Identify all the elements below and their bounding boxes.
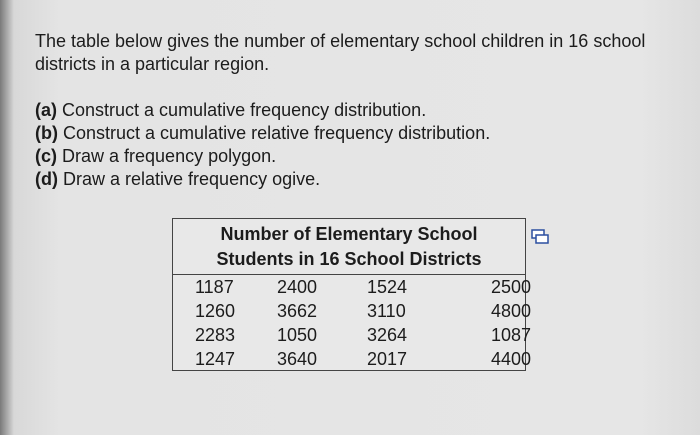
table-cell: 2400 [277,277,318,297]
table-cell: 1050 [277,325,318,345]
table-body [173,275,531,371]
data-table [172,218,531,371]
part-a: (a) Construct a cumulative frequency distribution. [35,100,427,120]
table-cell: 3264 [367,325,408,345]
part-d: (d) Draw a relative frequency ogive. [35,169,321,189]
table-cell: 1087 [490,325,531,345]
table-cell: 3662 [277,301,318,321]
table-cell: 4400 [490,349,531,369]
table-cell: 3640 [277,349,318,369]
table-cell: 1524 [367,277,408,297]
table-cell: 2500 [490,277,531,297]
table-cell: 2283 [195,325,236,345]
table-cell: 3110 [367,301,406,321]
part-c: (c) Draw a frequency polygon. [35,146,277,166]
table-cell: 1247 [195,349,236,369]
table-cell: 1260 [195,301,236,321]
table-cell: 2017 [367,349,408,369]
problem-parts [35,99,490,191]
problem-intro: The table below gives the number of elementary school children in 16 school districts in a particular region. [35,31,646,74]
part-b: (b) Construct a cumulative relative frequency distribution. [35,123,491,143]
table-cell: 4800 [490,301,531,321]
table-header: Number of Elementary School Students in 16 School Districts [173,219,525,275]
table-cell: 1187 [195,277,234,297]
copy-data-icon[interactable] [531,229,549,245]
